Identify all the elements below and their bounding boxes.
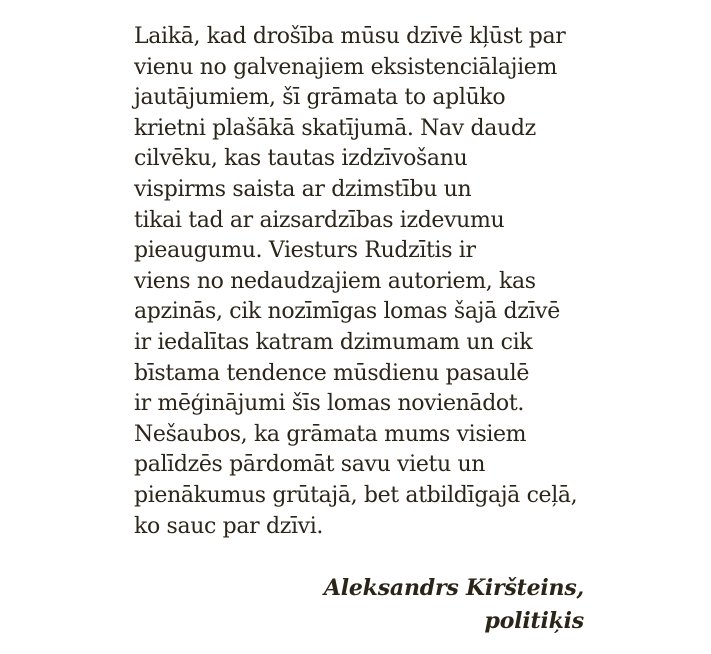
quote-line: viens no nedaudzajiem autoriem, kas [134,268,536,294]
quote-line: bīstama tendence mūsdienu pasaulē [134,360,530,386]
quote-line: Laikā, kad drošība mūsu dzīvē kļūst par [134,24,566,49]
author-name: Aleksandrs Kiršteins, [323,575,584,601]
quote-line: vispirms saista ar dzimstību un [134,176,472,202]
quote-line: tikai tad ar aizsardzības izdevumu [134,207,505,233]
quote-attribution [324,572,584,638]
quote-line: pienākumus grūtajā, bet atbildīgajā ceļā, [134,482,578,508]
quote-line: ir iedalītas katram dzimumam un cik [134,329,533,355]
quote-line: vienu no galvenajiem eksistenciālajiem [134,54,557,80]
quote-line: pieaugumu. Viesturs Rudzītis ir [134,238,476,264]
quote-line: ir mēģinājumi šīs lomas novienādot. [134,391,524,417]
quote-line: palīdzēs pārdomāt savu vietu un [134,452,486,478]
quote-line: jautājumiem, šī grāmata to aplūko [134,85,506,111]
quote-line: krietni plašākā skatījumā. Nav daudz [134,115,536,141]
quote-line: cilvēku, kas tautas izdzīvošanu [134,146,468,172]
quote-line: Nešaubos, ka grāmata mums visiem [134,421,527,447]
quote-text [134,22,594,542]
quote-line: apzinās, cik nozīmīgas lomas šajā dzīvē [134,299,560,325]
author-role: politiķis [484,608,584,634]
quote-line: ko sauc par dzīvi. [134,513,324,539]
